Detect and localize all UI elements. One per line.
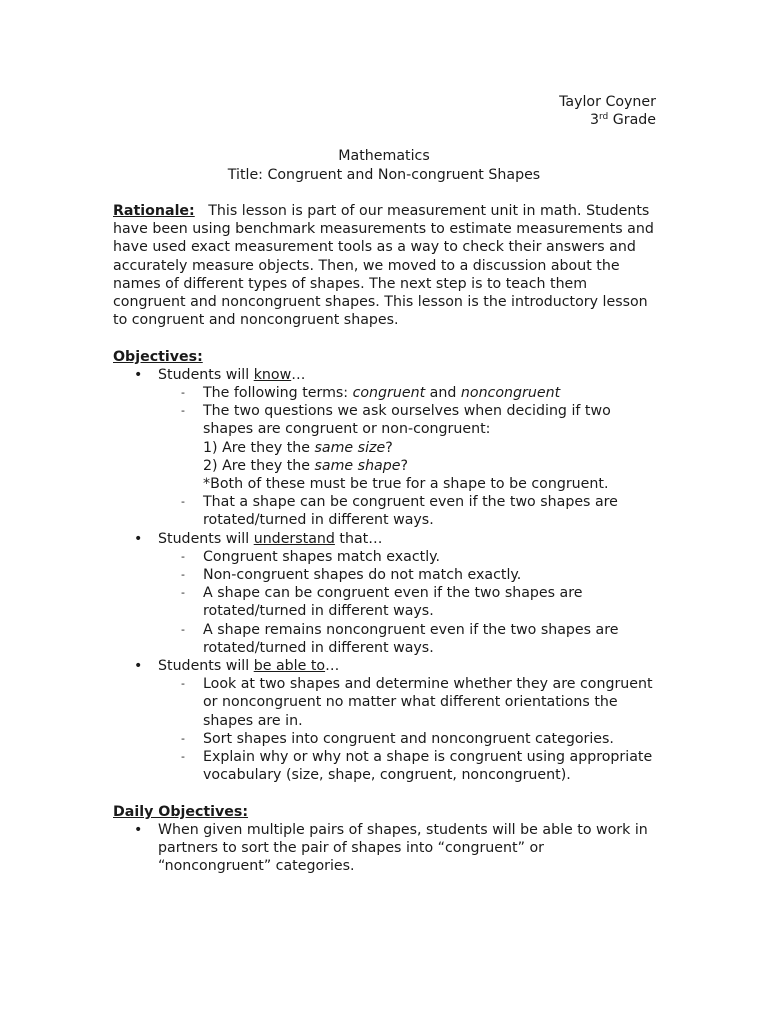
lesson-title: Title: Congruent and Non-congruent Shapes — [227, 166, 541, 183]
list-item: - Congruent shapes match exactly. — [181, 548, 441, 565]
daily-objectives-section — [113, 803, 658, 876]
dash-icon: - — [181, 385, 185, 399]
objectives-list — [113, 366, 658, 785]
dash-icon: - — [181, 731, 185, 745]
objective-keyword: be able to — [253, 658, 326, 675]
understand-sublist — [158, 548, 658, 657]
objective-prefix: Students will — [158, 658, 254, 675]
list-item: - Explain why or why not a shape is congruent using appropriate vocabulary (size, shape, congruent, noncongruent). — [181, 749, 653, 784]
list-item: - The following terms: congruent and noncongruent — [181, 384, 561, 401]
grade-number: 3 — [589, 112, 599, 129]
rationale-text: This lesson is part of our measurement unit in math. Students have been using benchmark measurements to estimate measurements and have used exact measurement tools as a way to check their answers and accurately measure objects. Then, we moved to a discussion about the names of different types of shapes. The next step is to teach them congruent and noncongruent shapes. This lesson is the introductory lesson to congruent and noncongruent shapes. — [113, 202, 654, 329]
dash-icon: - — [181, 404, 185, 418]
author-block — [113, 93, 656, 129]
subject-name: Mathematics — [338, 148, 430, 165]
dash-icon: - — [181, 586, 185, 600]
objective-prefix: Students will — [158, 366, 254, 383]
know-sublist — [158, 384, 658, 530]
question-1: 1) Are they the same size? — [203, 439, 393, 456]
objective-understand — [113, 530, 658, 657]
grade-word: Grade — [608, 112, 656, 129]
dash-icon: - — [181, 750, 185, 764]
list-item: - A shape remains noncongruent even if the two shapes are rotated/turned in different ways. — [181, 621, 619, 656]
objective-suffix: … — [325, 658, 340, 675]
list-item: • When given multiple pairs of shapes, students will be able to work in partners to sort the pair of shapes into “congruent” or “noncongruent” categories. — [134, 821, 648, 875]
grade-ordinal: rd — [598, 112, 609, 123]
objective-suffix: … — [291, 366, 306, 383]
grade-level — [113, 111, 656, 129]
list-item: - Non-congruent shapes do not match exactly. — [181, 567, 522, 584]
objective-suffix: that… — [334, 530, 383, 547]
objective-know — [113, 366, 658, 530]
objectives-section — [113, 348, 658, 785]
able-sublist — [158, 675, 658, 784]
subject-heading — [113, 147, 655, 183]
list-item: - Sort shapes into congruent and noncongruent categories. — [181, 730, 614, 747]
objective-able — [113, 657, 658, 784]
congruence-note: *Both of these must be true for a shape to be congruent. — [203, 476, 609, 492]
bullet-icon: • — [134, 366, 143, 383]
question-2: 2) Are they the same shape? — [203, 457, 409, 474]
dash-icon: - — [181, 622, 185, 636]
bullet-icon: • — [134, 530, 143, 547]
bullet-icon: • — [134, 821, 143, 838]
daily-objectives-list — [113, 821, 658, 876]
author-name: Taylor Coyner — [559, 94, 656, 110]
bullet-icon: • — [134, 658, 143, 675]
dash-icon: - — [181, 549, 185, 563]
daily-objectives-heading: Daily Objectives: — [113, 803, 249, 820]
dash-icon: - — [181, 568, 185, 582]
list-item: - The two questions we ask ourselves when deciding if two shapes are congruent or non-congruent: 1) Are they the same size? 2) Are they the same shape? *Both of these must be true for a shape to be congruent. — [158, 402, 658, 493]
objectives-heading: Objectives: — [113, 348, 203, 365]
rationale-heading: Rationale: — [113, 202, 195, 219]
objective-prefix: Students will — [158, 530, 254, 547]
lesson-plan-page — [113, 93, 658, 875]
dash-icon: - — [181, 677, 185, 691]
dash-icon: - — [181, 495, 185, 509]
objective-keyword: understand — [253, 530, 335, 547]
list-item: - Look at two shapes and determine whether they are congruent or noncongruent no matter what different orientations the shapes are in. — [181, 676, 653, 729]
rationale-section — [113, 202, 658, 329]
list-item: - That a shape can be congruent even if the two shapes are rotated/turned in different ways. — [181, 494, 618, 529]
list-item: - A shape can be congruent even if the two shapes are rotated/turned in different ways. — [181, 585, 583, 620]
objective-keyword: know — [253, 366, 292, 383]
